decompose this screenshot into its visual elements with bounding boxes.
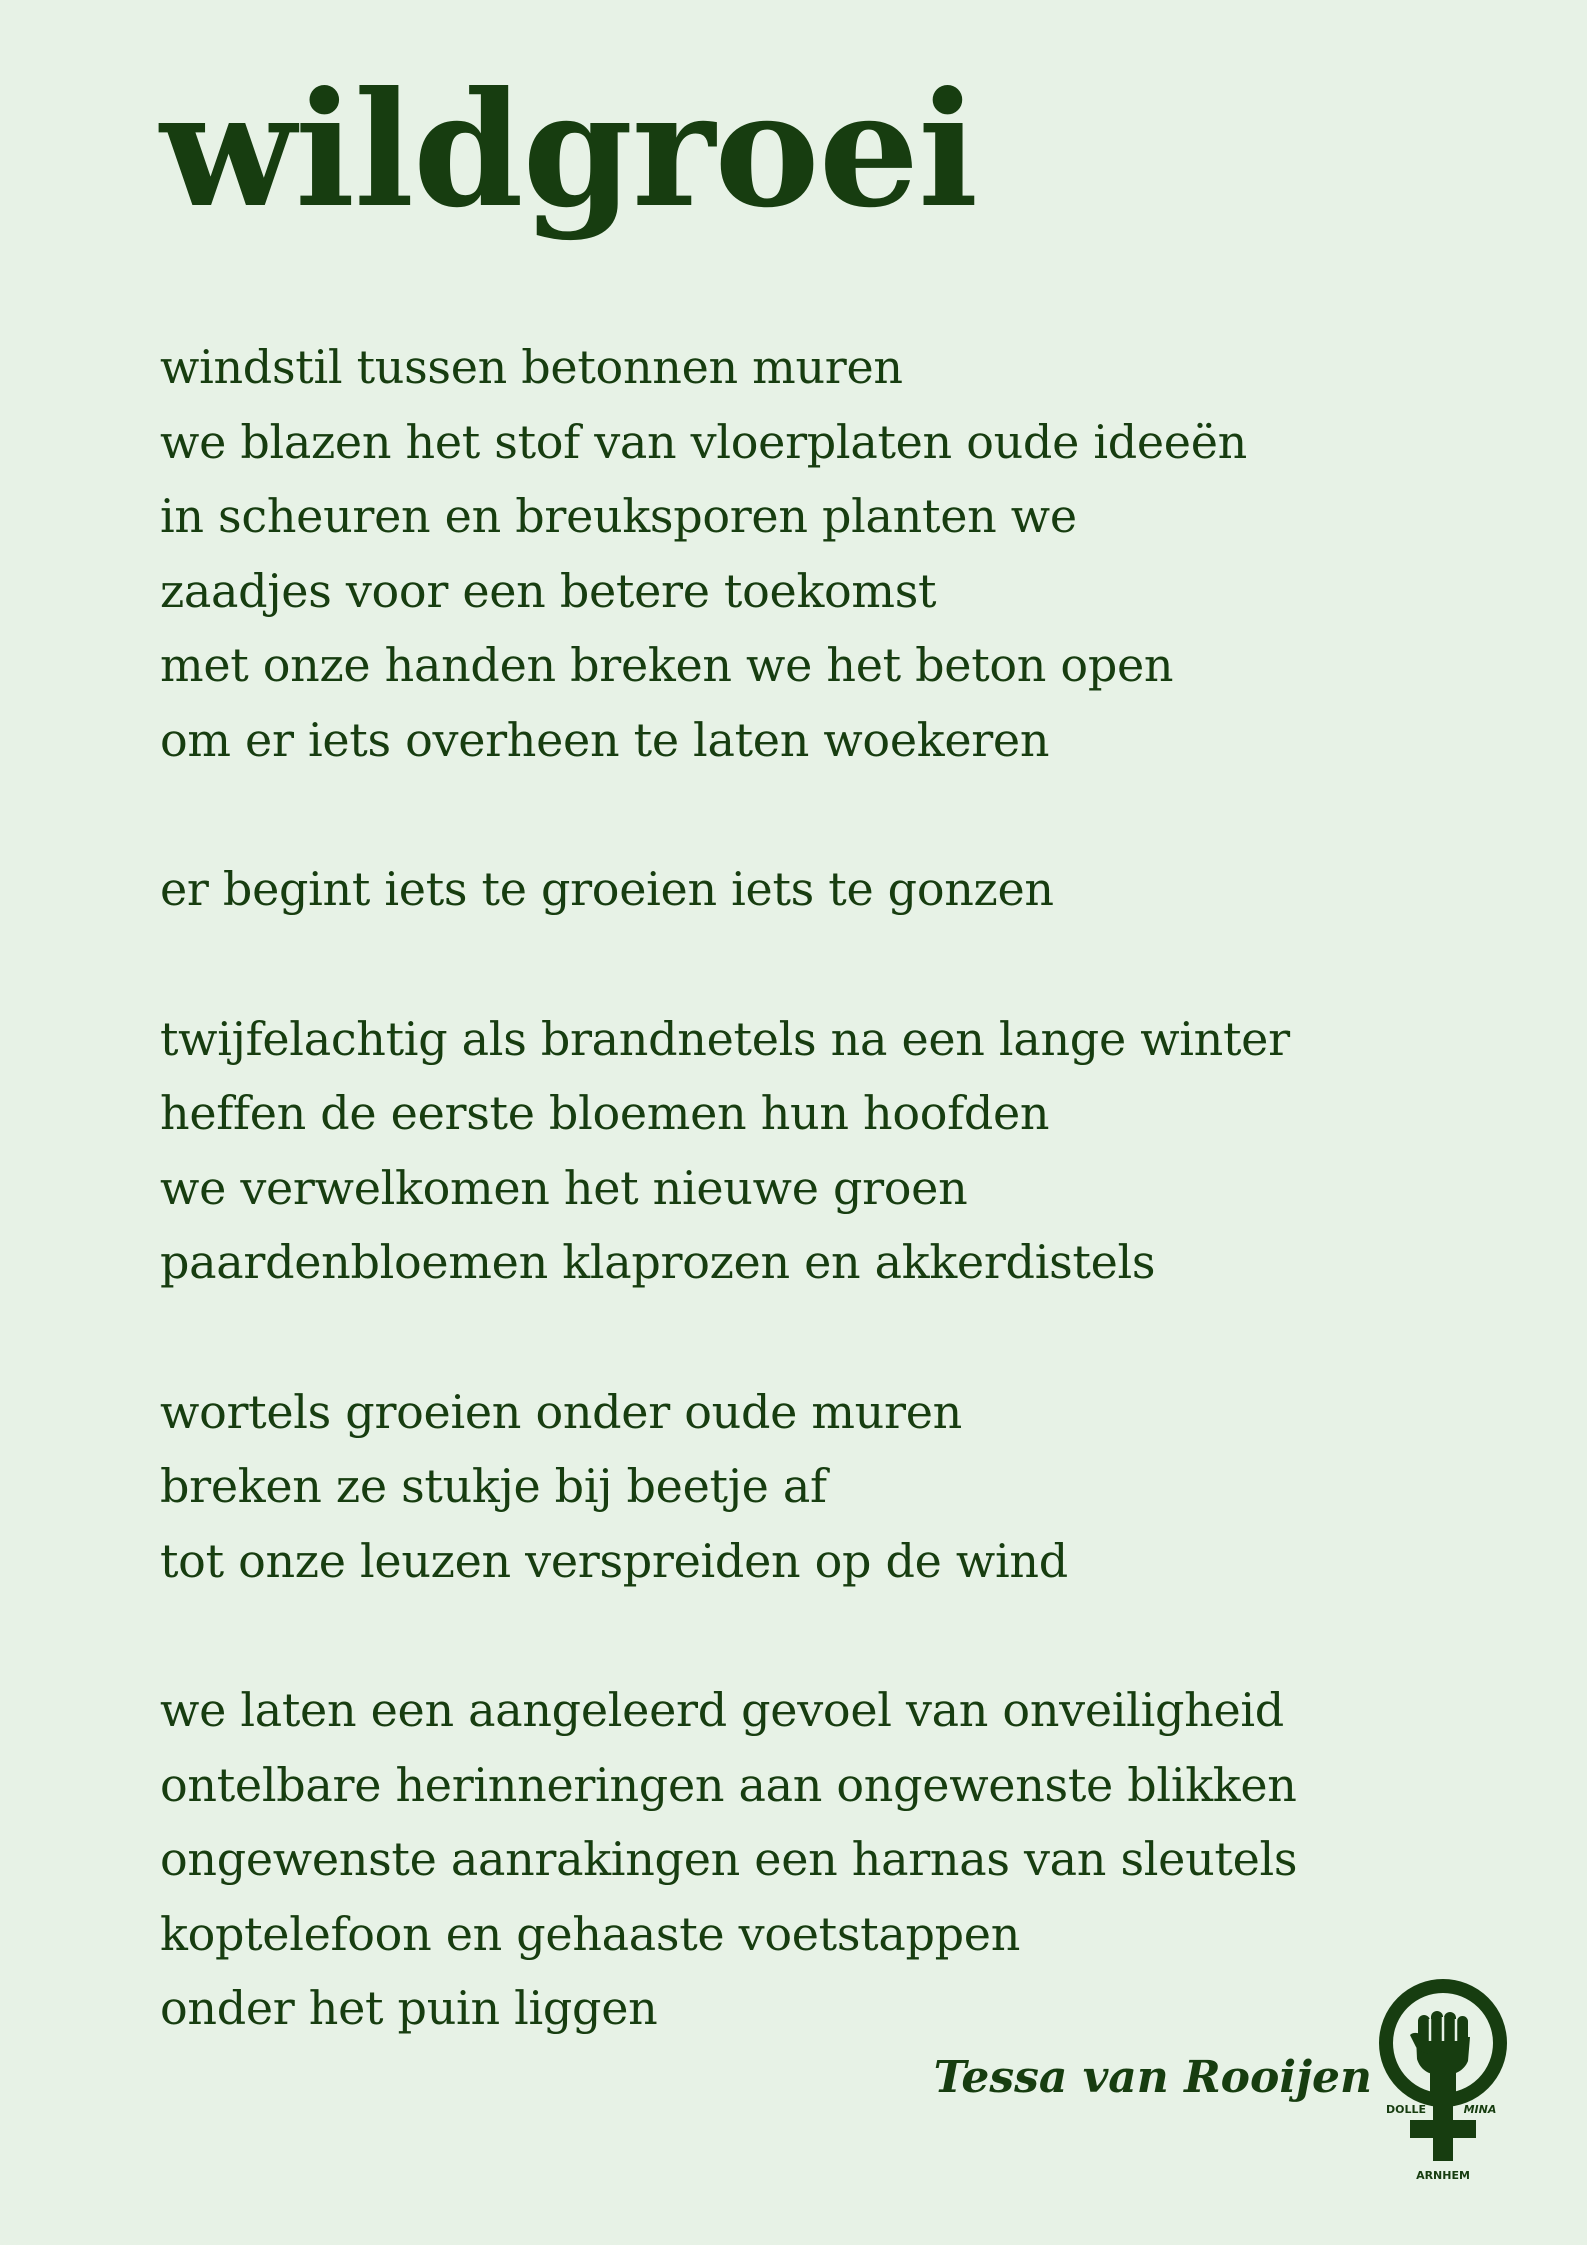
poem-line: breken ze stukje bij beetje af — [160, 1459, 827, 1513]
poem-line: we laten een aangeleerd gevoel van onveiligheid — [160, 1683, 1284, 1737]
poem-line: tot onze leuzen verspreiden op de wind — [160, 1533, 1068, 1588]
poem-title: wildgroei — [160, 58, 978, 243]
stanza-5 — [160, 1673, 1460, 2046]
poem-line: met onze handen breken we het beton open — [160, 638, 1174, 692]
poem-line: zaadjes voor een betere toekomst — [160, 563, 937, 618]
poem-line: onder het puin liggen — [160, 1981, 658, 2035]
poem-line: er begint iets te groeien iets te gonzen — [160, 862, 1054, 916]
poem-line: twijfelachtig als brandnetels na een lange winter — [160, 1011, 1290, 1066]
poem-line: windstil tussen betonnen muren — [160, 340, 903, 394]
stanza-3 — [160, 1002, 1460, 1300]
poem-line: koptelefoon en gehaaste voetstappen — [160, 1906, 1021, 1961]
author-name: Tessa van Rooijen — [933, 2052, 1372, 2103]
poem-line: we verwelkomen het nieuwe groen — [160, 1160, 968, 1215]
feminist-fist-symbol-icon — [1368, 1975, 1518, 2195]
poem-line: paardenbloemen klaprozen en akkerdistels — [160, 1235, 1156, 1289]
poem-line: heffen de eerste bloemen hun hoofden — [160, 1086, 1050, 1140]
poem-line: om er iets overheen te laten woekeren — [160, 712, 1050, 767]
stanza-1 — [160, 330, 1460, 777]
stanza-4 — [160, 1375, 1460, 1599]
logo-text-bottom: ARNHEM — [1416, 2169, 1470, 2182]
poem-line: ontelbare herinneringen aan ongewenste blikken — [160, 1757, 1297, 1812]
stanza-2 — [160, 852, 1460, 927]
poem-body — [160, 330, 1460, 2121]
logo-text-left: DOLLE — [1385, 2103, 1427, 2116]
poem-line: ongewenste aanrakingen een harnas van sleutels — [160, 1832, 1298, 1886]
poem-line: we blazen het stof van vloerplaten oude ideeën — [160, 414, 1247, 469]
poem-line: in scheuren en breuksporen planten we — [160, 489, 1077, 543]
poem-line: wortels groeien onder oude muren — [160, 1384, 962, 1439]
logo-text-right: MINA — [1463, 2103, 1497, 2116]
